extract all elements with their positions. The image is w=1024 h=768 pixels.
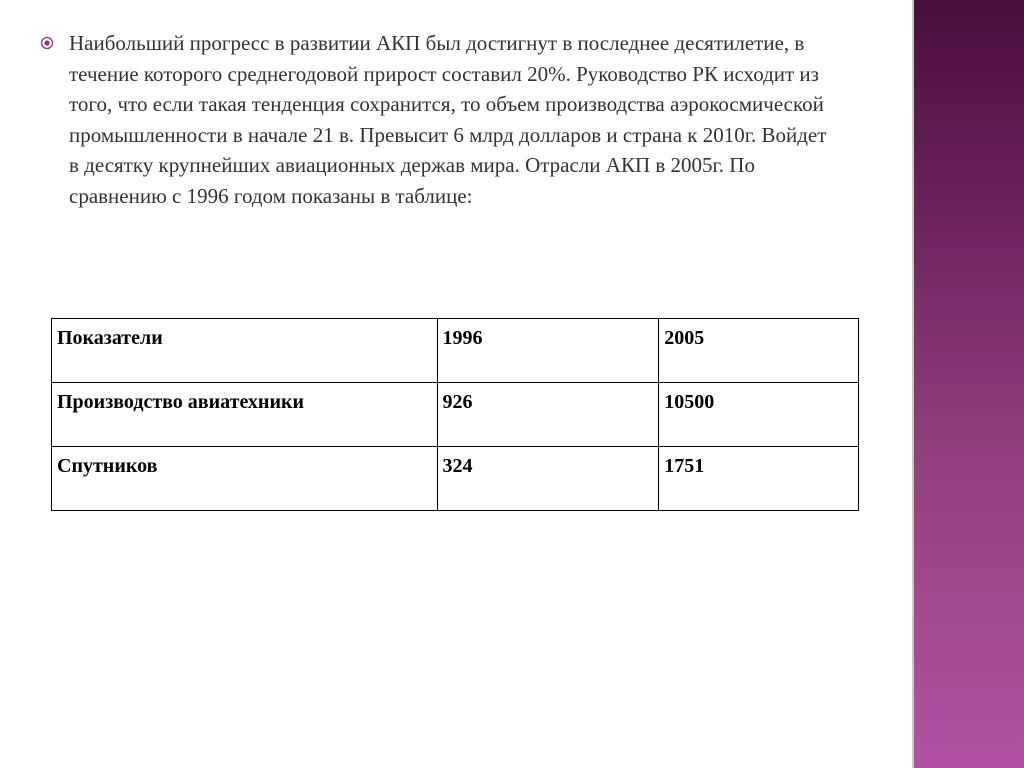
value-2005: 1751: [659, 447, 859, 511]
table-header-row: [52, 319, 859, 383]
header-cell-1996: 1996: [437, 319, 659, 383]
table-row: [52, 383, 859, 447]
body-text: Наибольший прогресс в развитии АКП был достигнут в последнее десятилетие, в течение которого среднегодовой прирост составил 20%. Руководство РК исходит из того, что если такая тенденция сохранится, то объем производства аэрокосмической промышленности в начале 21 в. Превысит 6 млрд долларов и страна к 2010г. Войдет в десятку крупнейших авиационных держав мира. Отрасли АКП в 2005г. По сравнению с 1996 годом показаны в таблице:: [69, 31, 827, 208]
bullet-paragraph: [40, 28, 830, 211]
decorative-sidebar: [914, 0, 1024, 768]
data-table: [51, 318, 859, 511]
header-cell-indicators: Показатели: [52, 319, 438, 383]
header-cell-2005: 2005: [659, 319, 859, 383]
value-2005: 10500: [659, 383, 859, 447]
value-1996: 926: [437, 383, 659, 447]
circle-dot-icon: [40, 36, 54, 50]
row-label: Производство авиатехники: [52, 383, 438, 447]
value-1996: 324: [437, 447, 659, 511]
table-row: [52, 447, 859, 511]
row-label: Спутников: [52, 447, 438, 511]
